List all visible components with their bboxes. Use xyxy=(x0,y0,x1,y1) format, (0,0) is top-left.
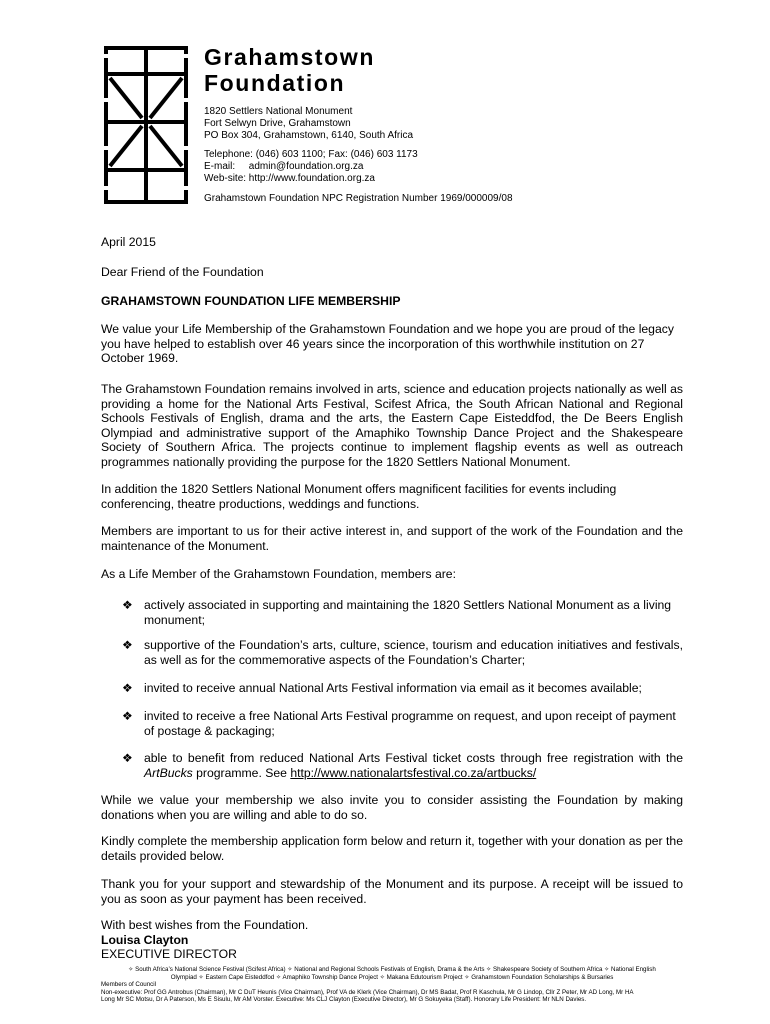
closing-line: With best wishes from the Foundation. xyxy=(101,918,309,932)
paragraph-donations: While we value your membership we also invite you to consider assisting the Foundation by making donations when you are willing and able to do so. xyxy=(101,793,683,822)
website-line xyxy=(204,173,418,185)
page-footer xyxy=(101,966,683,1004)
letter-heading: GRAHAMSTOWN FOUNDATION LIFE MEMBERSHIP xyxy=(101,294,401,308)
foundation-logo xyxy=(104,46,188,204)
footer-council-line: Long Mr SC Motsu, Dr A Paterson, Ms E Sisulu, Mr AM Vorster. Executive: Ms CLJ Clayton (Executive Director), Mr G Sokuyeka (Staff). Honorary Life President: Mr NLN Davies. xyxy=(101,996,587,1004)
list-item xyxy=(122,709,683,738)
email-line xyxy=(204,161,418,173)
bullet-icon: ❖ xyxy=(122,638,133,652)
footer-projects-line: ✧ South Africa’s National Science Festival (Scifest Africa) ✧ National and Regional Schools Festivals of English, Drama & the Arts ✧ Shakespeare Society of Southern Africa ✧ National English xyxy=(128,966,656,973)
website-label: Web-site: xyxy=(204,173,247,185)
list-item-text: actively associated in supporting and maintaining the 1820 Settlers National Monument as a living monument; xyxy=(144,598,672,627)
footer-council-line: Non-executive: Prof GG Antrobus (Chairman), Mr C DuT Heunis (Vice Chairman), Prof VA de Klerk (Vice Chairman), Dr MS Badat, Prof R Kaschula, Mr G Lindop, Cllr Z Peter, Mr AD Long, Mr HA xyxy=(101,988,634,996)
paragraph-members: Members are important to us for their active interest in, and support of the work of the Foundation and the maintenance of the Monument. xyxy=(101,524,683,553)
paragraph-facilities: In addition the 1820 Settlers National Monument offers magnificent facilities for events including conferencing, theatre productions, weddings and functions. xyxy=(101,482,617,511)
footer-council-heading: Members of Council xyxy=(101,981,157,989)
postal-address xyxy=(204,106,413,143)
email-label: E-mail: xyxy=(204,161,236,173)
list-item xyxy=(122,598,683,627)
list-item xyxy=(122,638,683,667)
bullet-icon: ❖ xyxy=(122,751,133,765)
letter-date: April 2015 xyxy=(101,235,156,249)
bullet-icon: ❖ xyxy=(122,709,133,723)
address-line: 1820 Settlers National Monument xyxy=(204,106,353,117)
signature-block xyxy=(101,918,308,962)
artbucks-link[interactable]: http://www.nationalartsfestival.co.za/artbucks/ xyxy=(290,765,537,780)
telephone-line: Telephone: (046) 603 1100; Fax: (046) 603 1173 xyxy=(204,149,418,160)
list-item-text: supportive of the Foundation’s arts, culture, science, tourism and education initiatives and festivals, as well as for the commemorative aspects of the Foundation’s Charter; xyxy=(144,638,683,667)
email-address[interactable]: admin@foundation.org.za xyxy=(248,161,364,173)
list-item-text xyxy=(144,751,683,780)
website-url[interactable]: http://www.foundation.org.za xyxy=(248,173,375,185)
bullet-icon: ❖ xyxy=(122,598,133,612)
signatory-name: Louisa Clayton xyxy=(101,932,189,947)
salutation: Dear Friend of the Foundation xyxy=(101,265,264,279)
paragraph-member-benefits-intro: As a Life Member of the Grahamstown Foundation, members are: xyxy=(101,567,456,581)
address-line: Fort Selwyn Drive, Grahamstown xyxy=(204,118,351,130)
list-item xyxy=(122,681,683,696)
list-item-text-start: able to benefit from reduced National Arts Festival ticket costs through free registration with the xyxy=(144,751,683,765)
paragraph-legacy: We value your Life Membership of the Grahamstown Foundation and we hope you are proud of the legacy you have helped to establish over 46 years since the incorporation of this worthwhile institution on 27 October 1969. xyxy=(101,322,674,366)
paragraph-projects: The Grahamstown Foundation remains involved in arts, science and education projects nationally as well as providing a home for the National Arts Festival, Scifest Africa, the South African National and Regional Schools Festivals of English, drama and the arts, the Eastern Cape Eisteddfod, the De Beers English Olympiad and administrative support of the Amaphiko Township Dance Project and the Shakespeare Society of Southern Africa. The projects continue to implement flagship events as well as outreach programmes nationally providing the purpose for the 1820 Settlers National Monument. xyxy=(101,382,683,469)
list-item-text: invited to receive annual National Arts Festival information via email as it becomes available; xyxy=(144,681,642,695)
address-line: PO Box 304, Grahamstown, 6140, South Africa xyxy=(204,130,414,142)
artbucks-name: ArtBucks xyxy=(144,765,193,780)
paragraph-thanks: Thank you for your support and stewardship of the Monument and its purpose. A receipt will be issued to you as soon as your payment has been received. xyxy=(101,877,683,906)
list-item-text: invited to receive a free National Arts Festival programme on request, and upon receipt of payment of postage & packaging; xyxy=(144,709,676,738)
list-item xyxy=(122,751,683,780)
paragraph-application-form: Kindly complete the membership application form below and return it, together with your donation as per the details provided below. xyxy=(101,834,683,863)
contact-details xyxy=(204,149,418,186)
registration-number: Grahamstown Foundation NPC Registration Number 1969/000009/08 xyxy=(204,193,513,204)
list-item-text-mid: programme. See xyxy=(192,765,291,780)
org-name-line1: Grahamstown xyxy=(204,44,375,70)
org-name-line2: Foundation xyxy=(204,70,346,96)
bullet-icon: ❖ xyxy=(122,681,133,695)
organization-name xyxy=(204,44,375,96)
signatory-title: EXECUTIVE DIRECTOR xyxy=(101,947,237,962)
footer-projects-line: Olympiad ✧ Eastern Cape Eisteddfod ✧ Amaphiko Township Dance Project ✧ Makana Edutourism Project ✧ Grahamstown Foundation Scholarships & Bursaries xyxy=(170,973,614,981)
